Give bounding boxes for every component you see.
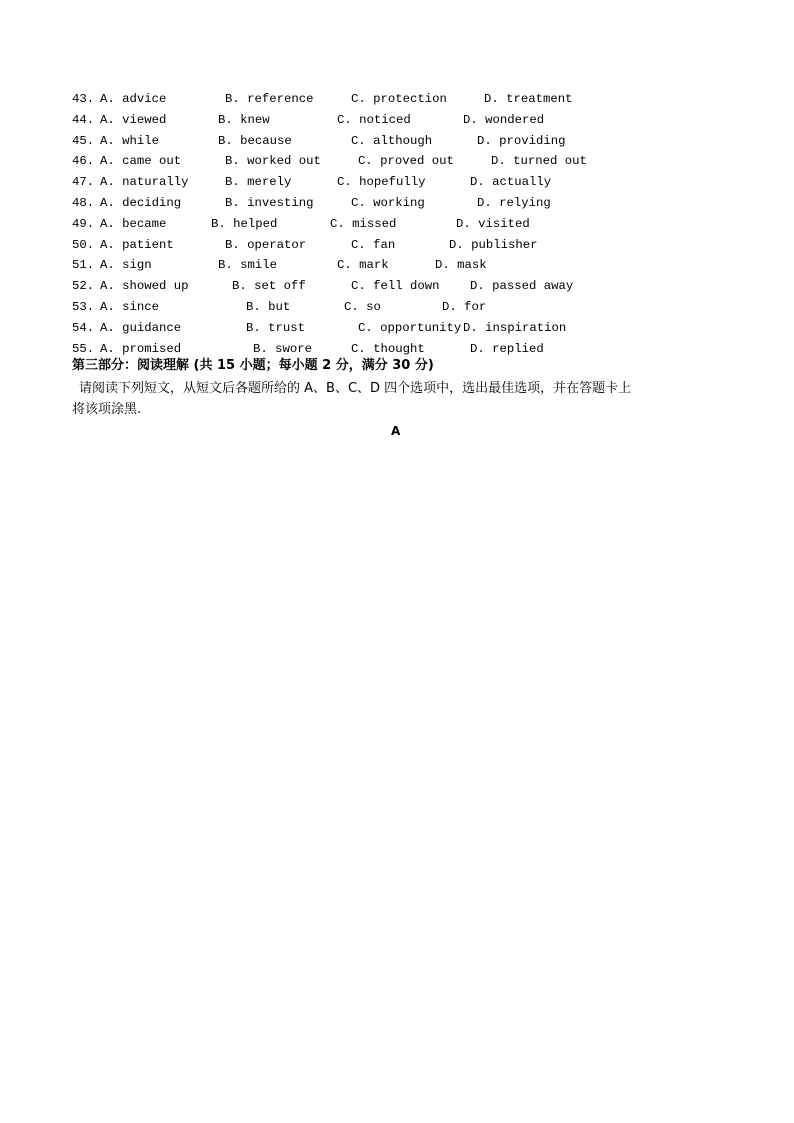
option-a: A. naturally	[100, 175, 189, 190]
question-row	[72, 110, 732, 131]
option-d: D. actually	[470, 175, 552, 190]
option-b: B. helped	[211, 216, 278, 231]
question-number: 54.	[72, 320, 95, 335]
question-number: 48.	[72, 195, 95, 210]
option-c: C. although	[351, 133, 433, 148]
question-number: 52.	[72, 279, 95, 294]
option-d: D. inspiration	[463, 320, 567, 335]
option-a: A. sign	[100, 258, 152, 273]
question-number: 49.	[72, 216, 95, 231]
option-c: C. mark	[337, 258, 389, 273]
section-instructions: 请阅读下列短文，从短文后各题所给的 A、B、C、D 四个选项中，选出最佳选项，并在答题卡上将该项涂黑.	[72, 381, 632, 417]
cloze-options-list	[72, 89, 732, 359]
question-number: 45.	[72, 133, 95, 148]
question-number: 53.	[72, 299, 95, 314]
option-b: B. trust	[246, 320, 306, 335]
option-d: D. replied	[470, 341, 544, 356]
option-a: A. while	[100, 133, 160, 148]
question-number: 51.	[72, 258, 95, 273]
option-b: B. reference	[225, 92, 314, 106]
option-a: A. promised	[100, 341, 182, 356]
question-number: 46.	[72, 154, 95, 169]
option-b: B. operator	[225, 237, 307, 252]
option-a: A. since	[100, 299, 160, 314]
option-a: A. guidance	[100, 320, 182, 335]
option-d: D. publisher	[449, 237, 538, 252]
option-c: C. noticed	[337, 112, 411, 127]
question-row	[72, 318, 732, 339]
option-b: B. knew	[218, 112, 270, 127]
option-c: C. thought	[351, 341, 425, 356]
option-b: B. because	[218, 133, 292, 148]
question-row	[72, 172, 732, 193]
option-d: D. visited	[456, 216, 530, 231]
option-c: C. fan	[351, 237, 396, 252]
option-d: D. relying	[477, 195, 551, 210]
option-a: A. became	[100, 216, 167, 231]
option-b: B. set off	[232, 279, 306, 294]
option-a: A. patient	[100, 237, 174, 252]
question-number: 47.	[72, 175, 95, 190]
question-row	[72, 235, 732, 256]
option-a: A. deciding	[100, 195, 182, 210]
option-b: B. smile	[218, 258, 278, 273]
question-row	[72, 276, 732, 297]
option-a: A. came out	[100, 154, 182, 169]
question-row	[72, 89, 732, 110]
option-c: C. protection	[351, 92, 447, 106]
section-heading: 第三部分：阅读理解 (共 15 小题；每小题 2 分，满分 30 分)	[72, 358, 434, 373]
option-a: A. advice	[100, 92, 167, 106]
option-c: C. working	[351, 195, 425, 210]
question-number: 50.	[72, 237, 95, 252]
passage-label: A	[391, 424, 401, 438]
option-b: B. merely	[225, 175, 292, 190]
question-row	[72, 131, 732, 152]
option-b: B. investing	[225, 195, 314, 210]
question-number: 55.	[72, 341, 95, 356]
option-d: D. turned out	[491, 154, 587, 169]
question-row	[72, 151, 732, 172]
option-c: C. missed	[330, 216, 397, 231]
option-a: A. viewed	[100, 112, 167, 127]
question-row	[72, 193, 732, 214]
question-number: 44.	[72, 112, 95, 127]
option-d: D. for	[442, 299, 487, 314]
question-row	[72, 214, 732, 235]
question-row	[72, 297, 732, 318]
option-a: A. showed up	[100, 279, 189, 294]
option-c: C. so	[344, 299, 381, 314]
question-number: 43.	[72, 92, 95, 106]
option-b: B. but	[246, 299, 291, 314]
option-c: C. proved out	[358, 154, 454, 169]
option-b: B. worked out	[225, 154, 321, 169]
option-d: D. mask	[435, 258, 487, 273]
option-c: C. fell down	[351, 279, 440, 294]
option-b: B. swore	[253, 341, 313, 356]
option-d: D. wondered	[463, 112, 545, 127]
option-c: C. opportunity	[358, 320, 462, 335]
option-d: D. passed away	[470, 279, 574, 294]
option-c: C. hopefully	[337, 175, 426, 190]
option-d: D. providing	[477, 133, 566, 148]
option-d: D. treatment	[484, 92, 573, 106]
question-row	[72, 255, 732, 276]
